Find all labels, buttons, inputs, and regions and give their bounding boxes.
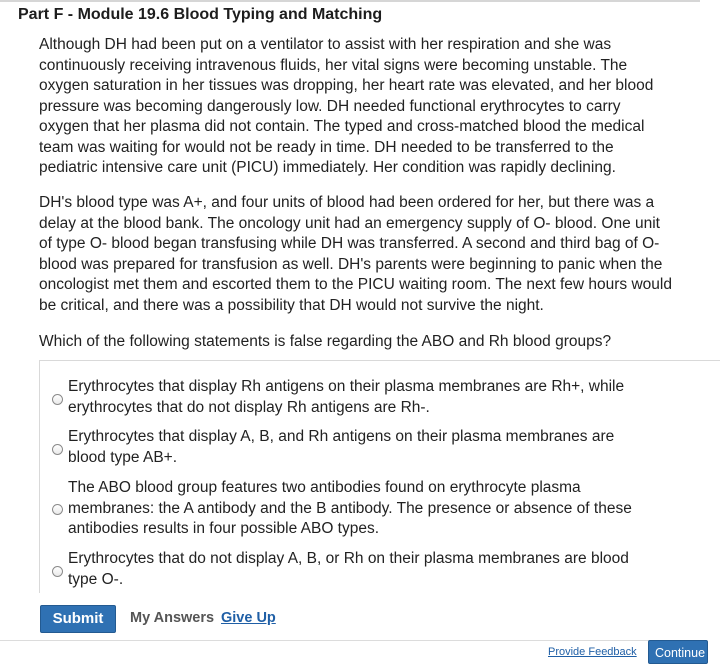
passage-line: pediatric intensive care unit (PICU) immediately. Her condition was rapidly declining. — [39, 159, 616, 176]
answer-choice-4[interactable] — [40, 549, 720, 593]
passage-line: oxygen that her plasma did not contain. The typed and cross-matched blood the medical — [39, 118, 645, 135]
choice-line: The ABO blood group features two antibodies found on erythrocyte plasma — [68, 479, 581, 496]
passage-line: team was waiting for would not be ready in time. DH needed to be transferred to the — [39, 138, 614, 156]
choice-line: membranes: the A antibody and the B antibody. The presence or absence of these — [68, 499, 632, 517]
choice-line: antibodies results in four possible ABO types. — [68, 520, 380, 537]
choice-text — [68, 427, 688, 468]
passage-line: Although DH had been put on a ventilator to assist with her respiration and she was — [39, 36, 612, 53]
passage-line: pressure was becoming dangerously low. DH needed functional erythrocytes to carry — [39, 97, 621, 115]
choice-line: erythrocytes that do not display Rh antigens are Rh-. — [68, 398, 430, 416]
passage-line: of type O- blood began transfusing while DH was transferred. A second and third bag of O- — [39, 235, 660, 252]
choice-text — [68, 377, 688, 418]
radio-button[interactable] — [52, 444, 63, 455]
continue-button[interactable]: Continue — [648, 640, 708, 664]
submit-button[interactable]: Submit — [40, 605, 116, 633]
choice-line: blood type AB+. — [68, 448, 178, 466]
choice-line: type O-. — [68, 570, 124, 588]
choice-text — [68, 549, 688, 590]
answer-choices — [39, 360, 720, 593]
radio-button[interactable] — [52, 504, 63, 515]
choice-line: Erythrocytes that display Rh antigens on their plasma membranes are Rh+, while — [68, 378, 625, 395]
answer-choice-2[interactable] — [40, 427, 720, 471]
passage-paragraph-1 — [39, 35, 709, 179]
give-up-link[interactable]: Give Up — [221, 610, 276, 626]
passage-line: DH's blood type was A+, and four units of blood had been ordered for her, but there was a — [39, 194, 655, 211]
choice-line: Erythrocytes that display A, B, and Rh antigens on their plasma membranes are — [68, 428, 615, 445]
choice-text — [68, 478, 688, 540]
passage-line: continuously receiving intravenous fluids, her vital signs were becoming unstable. The — [39, 56, 628, 74]
passage-line: oncologist met them and escorted them to the PICU waiting room. The next few hours would — [39, 276, 672, 293]
header-rule — [0, 0, 700, 2]
radio-button[interactable] — [52, 394, 63, 405]
passage-paragraph-2 — [39, 193, 709, 316]
part-title: Part F - Module 19.6 Blood Typing and Matching — [18, 6, 383, 23]
choice-line: Erythrocytes that do not display A, B, or Rh on their plasma membranes are blood — [68, 550, 629, 567]
footer-rule — [0, 640, 700, 641]
passage-line: oxygen saturation in her tissues was dropping, her heart rate was elevated, and her blood — [39, 77, 654, 94]
answer-choice-3[interactable] — [40, 478, 720, 542]
question-text: Which of the following statements is false regarding the ABO and Rh blood groups? — [39, 333, 612, 350]
provide-feedback-link[interactable]: Provide Feedback — [548, 646, 637, 658]
my-answers-label: My Answers — [130, 610, 215, 626]
passage-line: delay at the blood bank. The oncology unit had an emergency supply of O- blood. One unit — [39, 214, 660, 232]
radio-button[interactable] — [52, 566, 63, 577]
answer-choice-1[interactable] — [40, 375, 720, 419]
passage-line: be critical, and there was a possibility that DH would not survive the night. — [39, 296, 544, 314]
passage-line: blood was prepared for transfusion as well. DH's parents were beginning to panic when the — [39, 255, 663, 273]
